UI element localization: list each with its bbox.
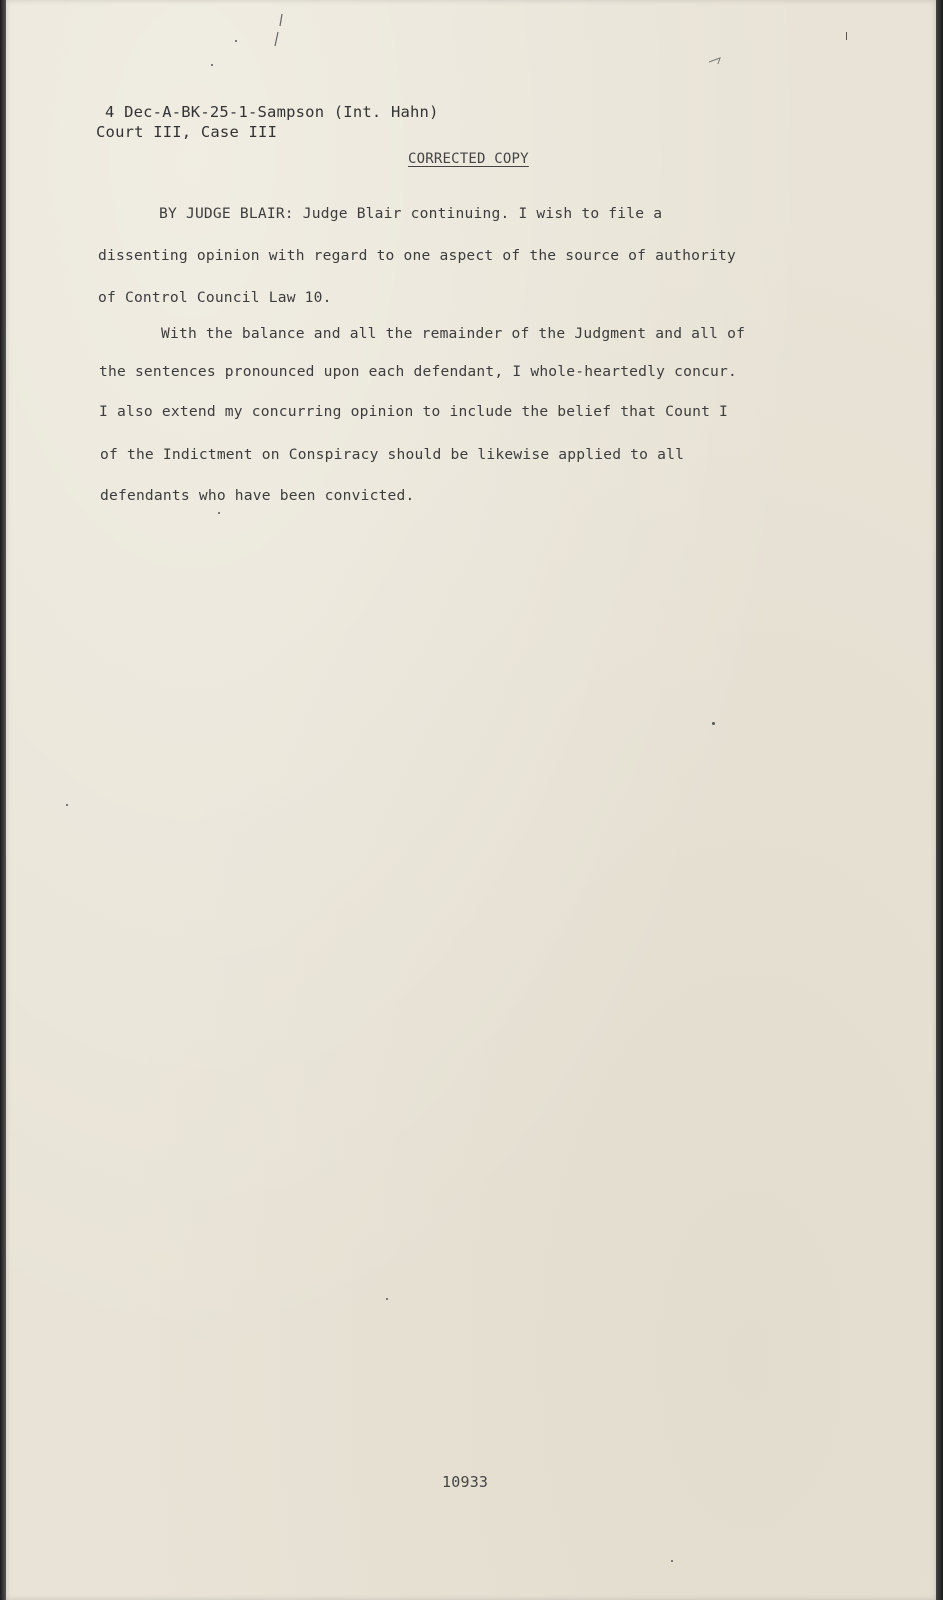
body-line: dissenting opinion with regard to one aspect of the source of authority [98,247,737,264]
speck [712,722,715,725]
document-page [6,0,936,1600]
body-line: of the Indictment on Conspiracy should be likewise applied to all [100,446,685,463]
speck [66,804,68,806]
body-line: With the balance and all the remainder of the Judgment and all of [161,325,746,342]
body-line: the sentences pronounced upon each defendant, I whole-heartedly concur. [99,363,738,380]
pencil-tick [706,52,726,68]
speck [846,32,847,40]
speck [386,1298,388,1300]
body-line: I also extend my concurring opinion to include the belief that Count I [99,403,729,420]
pencil-mark [268,12,288,52]
body-line: of Control Council Law 10. [98,289,332,306]
body-line: defendants who have been convicted. [100,487,415,504]
court-case-line: Court III, Case III [96,123,278,141]
speck [235,40,237,42]
scan-edge-right [936,0,943,1600]
document-reference-line: 4 Dec-A-BK-25-1-Sampson (Int. Hahn) [105,103,439,121]
speck [218,512,220,514]
corrected-copy-title: CORRECTED COPY [408,151,529,167]
page-number: 10933 [442,1473,489,1491]
speck [211,64,213,66]
speck [671,1560,673,1562]
body-line: BY JUDGE BLAIR: Judge Blair continuing. I wish to file a [159,205,663,222]
